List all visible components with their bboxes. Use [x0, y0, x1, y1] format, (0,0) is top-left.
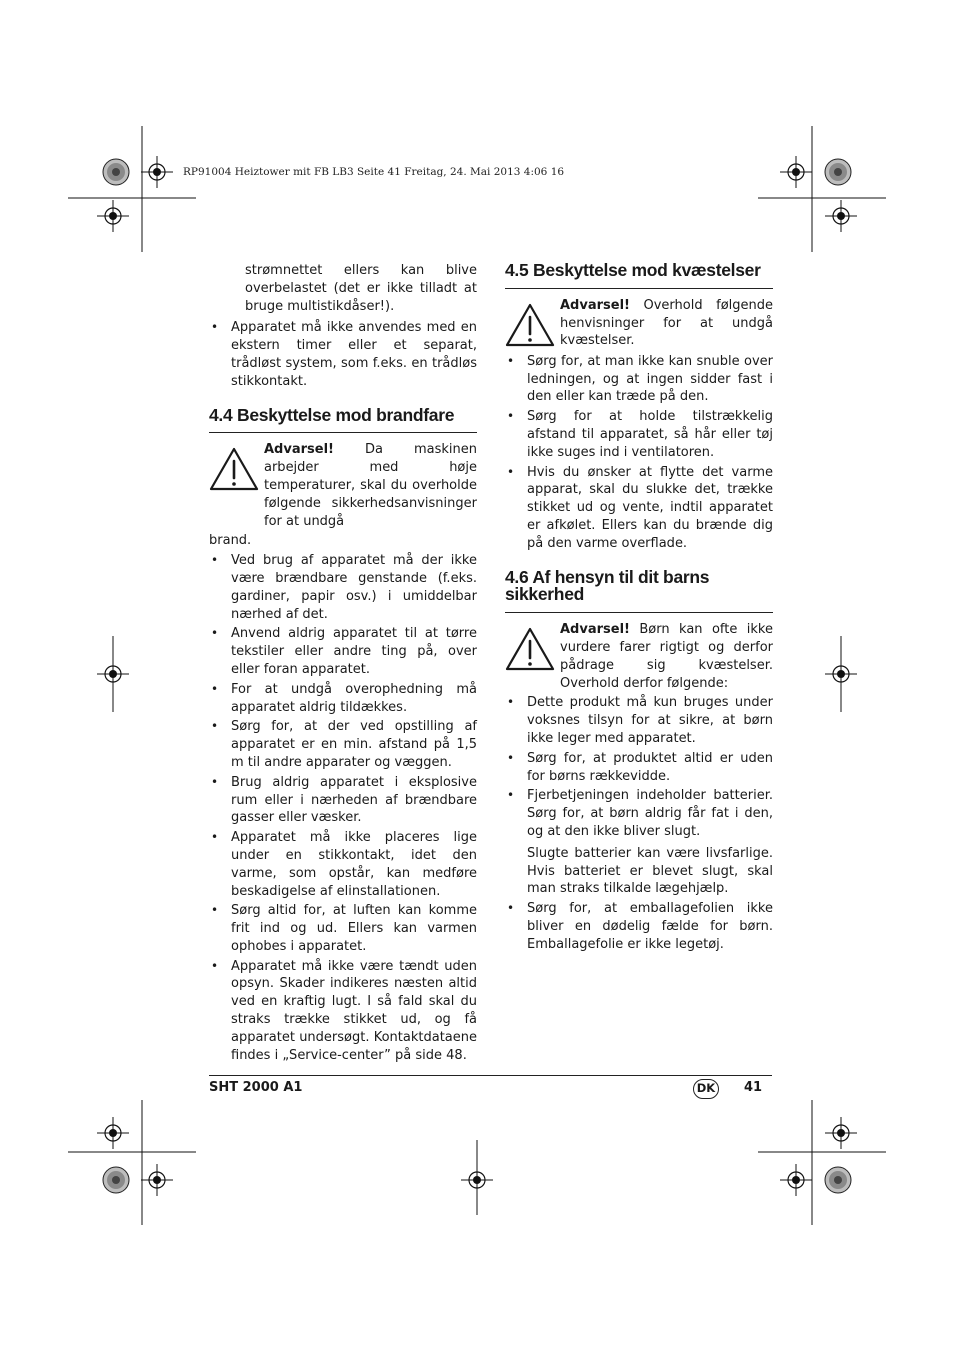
- list-item: • Apparatet må ikke anvendes med en ekstern timer eller et separat, trådløst system, som f.eks. en trådløs stikkontakt.: [209, 319, 477, 390]
- warning-body: Overhold følgende henvisninger for at undgå kvæstelser.: [560, 297, 773, 349]
- list-item: • Sørg for, at man ikke kan snuble over ledningen, og at ingen sidder fast i den eller kan træde på den.: [505, 353, 773, 406]
- warning-body: Da maskinen arbejder med høje temperaturer, skal du overholde følgende sikkerhedsanvisninger for at undgå: [264, 442, 477, 529]
- warning-label: Advarsel!: [264, 442, 334, 458]
- list-item: • Brug aldrig apparatet i eksplosive rum eller i nærheden af brændbare gasser eller væsker.: [209, 774, 477, 827]
- list-item: • Sørg for, at der ved opstilling af apparatet er en min. afstand på 1,5 m til andre apparater og væggen.: [209, 718, 477, 771]
- section-heading-4-5: 4.5 Beskyttelse mod kvæstelser: [505, 262, 773, 289]
- list-item: • Apparatet må ikke placeres lige under en stikkontakt, idet den varme, som opstår, kan medføre beskadigelse af elinstallationen.: [209, 829, 477, 900]
- section-heading-4-6: 4.6 Af hensyn til dit barns sikkerhed: [505, 569, 773, 614]
- list-item: • Apparatet må ikke være tændt uden opsyn. Skader indikeres næsten altid ved en kraftig lugt. I så fald skal du straks trække stikket ud, og få apparatet undersøgt. Kontaktdataene findes i „Service-center” på side 48.: [209, 958, 477, 1065]
- list-item: • Sørg for at holde tilstrækkelig afstand til apparatet, så hår eller tøj ikke suges ind i ventilatoren.: [505, 408, 773, 461]
- list-item: • Sørg for, at emballagefolien ikke bliver en dødelig fælde for børn. Emballagefolie er ikke legetøj.: [505, 900, 773, 953]
- list-item: • Hvis du ønsker at flytte det varme apparat, skal du slukke det, trække stikket ud og vente, indtil apparatet er afkølet. Ellers kan du brænde dig på den varme overflade.: [505, 464, 773, 553]
- print-header: RP91004 Heiztower mit FB LB3 Seite 41 Freitag, 24. Mai 2013 4:06 16: [183, 166, 565, 178]
- list-item-subparagraph: Slugte batterier kan være livsfarlige. Hvis batteriet er blevet slugt, skal man straks tilkalde lægehjælp.: [527, 845, 773, 897]
- warning-label: Advarsel!: [560, 297, 630, 313]
- page-number: 41: [744, 1080, 763, 1095]
- country-badge: DK: [693, 1079, 719, 1099]
- list-item: • Anvend aldrig apparatet til at tørre tekstiler eller andre ting på, over eller foran apparatet.: [209, 625, 477, 678]
- list-item-text: Fjerbetjeningen indeholder batterier. Sørg for, at børn aldrig får fat i den, og at den ikke bliver slugt.: [527, 788, 773, 839]
- warning-body: Børn kan ofte ikke vurdere farer rigtigt og derfor pådrage sig kvæstelser. Overhold derfor følgende:: [560, 622, 773, 691]
- warning-label: Advarsel!: [560, 622, 630, 638]
- list-item: • Ved brug af apparatet må der ikke være brændbare genstande (f.eks. gardiner, papir osv.) i umiddelbar nærhed af det.: [209, 552, 477, 623]
- list-item: • For at undgå overophedning må apparatet aldrig tildækkes.: [209, 681, 477, 717]
- list-item: • Sørg for, at produktet altid er uden for børns rækkevidde.: [505, 750, 773, 786]
- section-heading-4-4: 4.4 Beskyttelse mod brandfare: [209, 407, 477, 434]
- list-item: • Sørg altid for, at luften kan komme frit ind og ud. Ellers kan varmen ophobes i apparatet.: [209, 902, 477, 955]
- list-item: • Dette produkt må kun bruges under voksnes tilsyn for at sikre, at børn ikke leger med apparatet.: [505, 694, 773, 747]
- intro-continuation: strømnettet ellers kan blive overbelastet (det er ikke tilladt at bruge multistikdåser!).: [245, 263, 477, 314]
- warning-tail: brand.: [209, 533, 252, 549]
- footer-model: SHT 2000 A1: [209, 1080, 303, 1095]
